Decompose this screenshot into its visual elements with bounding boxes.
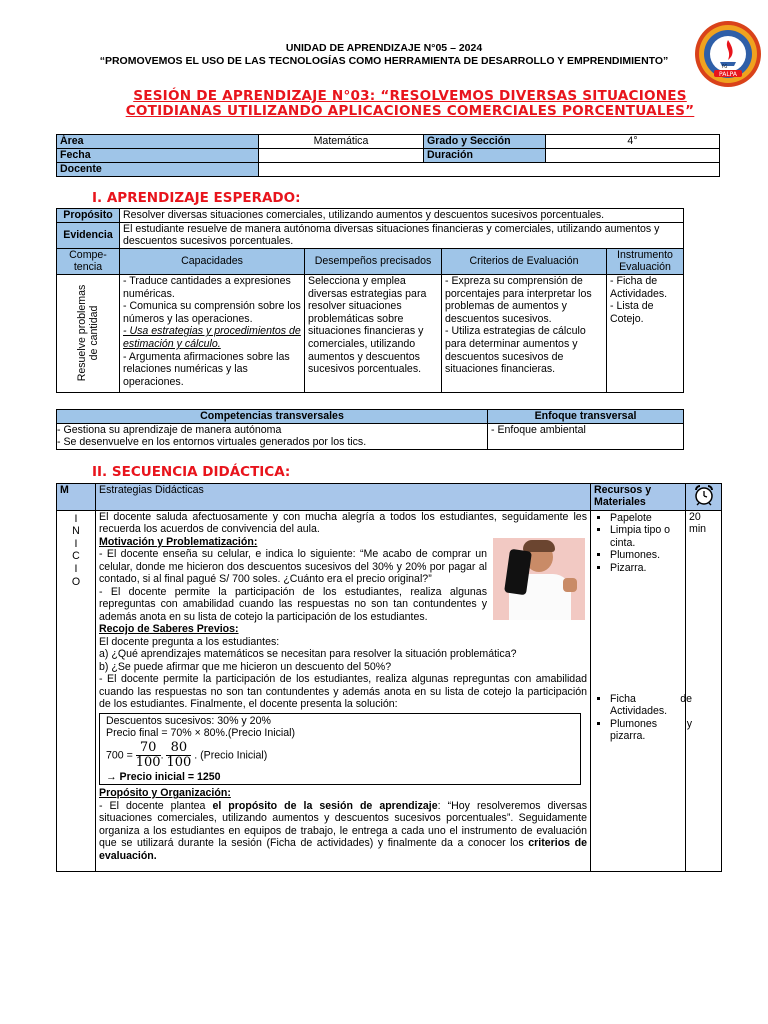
instrumento-item: - Ficha de Actividades. — [610, 274, 668, 300]
docente-label: Docente — [57, 163, 259, 177]
solution-line2: Precio final = 70% × 80%.(Precio Inicial) — [106, 727, 296, 740]
proposito-text: - El docente plantea el propósito de la sesión de aprendizaje: “Hoy resolveremos diversas situaciones comerciales, utilizando aumentos y descuentos sucesivos porcentuales”. Seguidamente organiza a los estudiantes en equipos de trabajo, le entrega a cada uno el instrumento de evaluación que se utilizará durante la sesión (Ficha de actividades) y finalmente da a conocer los criterios de evaluación. — [99, 799, 587, 862]
capacidad-item: - Traduce cantidades a expresiones numéricas. — [123, 274, 291, 300]
saberes-title: Recojo de Saberes Previos: — [99, 623, 239, 636]
criterio-item: - Expreza su comprensión de porcentajes para interpretar los problemas de aumentos y descuentos sucesivos. — [445, 274, 592, 325]
col-instrumento: Instrumento Evaluación — [607, 248, 684, 274]
col-capacidades: Capacidades — [120, 248, 305, 274]
recurso-item: ▪ Papelote — [610, 512, 682, 525]
session-title — [100, 89, 720, 119]
svg-text:FG: FG — [722, 64, 728, 69]
col-time — [686, 484, 722, 511]
area-label: Área — [57, 135, 259, 149]
secuencia-table — [56, 483, 722, 872]
phase-letter: C — [72, 550, 80, 563]
section1-heading: I. APRENDIZAJE ESPERADO: — [92, 190, 301, 206]
person-phone-image — [493, 538, 585, 620]
saberes-question-b: b) ¿Se puede afirmar que me hicieron un descuento del 50%? — [99, 660, 392, 673]
recurso-item: ▪ Plumones y pizarra. — [610, 718, 692, 743]
grado-value: 4° — [546, 135, 720, 149]
evidencia-label: Evidencia — [57, 222, 120, 248]
phase-letter: I — [74, 537, 78, 550]
saberes-intro: El docente pregunta a los estudiantes: — [99, 635, 280, 648]
proposito-value: Resolver diversas situaciones comerciales, utilizando aumentos y descuentos sucesivos porcentuales. — [120, 209, 684, 223]
capacidad-item: - Usa estrategias y procedimientos de estimación y cálculo. — [123, 325, 301, 350]
criterios-cell — [442, 274, 607, 392]
section2-heading: II. SECUENCIA DIDÁCTICA: — [92, 464, 291, 480]
grado-label: Grado y Sección — [424, 135, 546, 149]
motivacion-text: - El docente enseña su celular, e indica lo siguiente: “Me acabo de comprar un celular, donde me hicieron dos descuentos sucesivos del 30% y 20% por pagar al contado, si al final pagué S/ 700 soles. ¿Cuánto era el precio original?” — [99, 548, 487, 586]
aprendizaje-table — [56, 208, 684, 393]
alarm-clock-icon — [693, 484, 715, 506]
phase-letter: I — [74, 562, 78, 575]
instrumento-cell — [607, 274, 684, 392]
docente-value — [259, 163, 720, 177]
info-table — [56, 134, 720, 177]
competencia-cell — [57, 274, 120, 392]
fraction-70: $\frac{70}{100}$ — [135, 739, 161, 770]
solution-box — [99, 713, 581, 786]
capacidad-item: - Argumenta afirmaciones sobre las relaciones numéricas y las operaciones. — [123, 350, 290, 388]
criterio-item: - Utiliza estrategias de cálculo para determinar aumentos y descuentos sucesivos de situaciones financieras. — [445, 325, 586, 376]
intro-text: El docente saluda afectuosamente y con mucha alegría a todos los estudiantes, seguidamente les recuerda los acuerdos de convivencia del aula. — [99, 510, 587, 536]
saberes-text: - El docente permite la participación de los estudiantes, realiza algunas repreguntas con amabilidad cuando las respuestas no son tan contundentes y además anota en su lista de cotejo la participación de los estudiantes. Finalmente, el docente presenta la solución: — [99, 673, 587, 711]
transversal-items — [57, 423, 488, 449]
estrategias-cell — [96, 510, 591, 871]
recurso-item: ▪ Limpia tipo o cinta. — [610, 524, 682, 549]
phase-letter: N — [72, 525, 80, 538]
duracion-label: Duración — [424, 149, 546, 163]
desempenos-cell: Selecciona y emplea diversas estrategias para resolver situaciones problemáticas sobre situaciones financieras y comerciales, utilizando aumentos y descuentos sucesivos porcentuales. — [305, 274, 442, 392]
col-competencia: Compe-tencia — [57, 248, 120, 274]
solution-result: → Precio inicial = 1250 — [106, 770, 221, 783]
phase-letter: I — [74, 512, 78, 525]
transversal-item: - Se desenvuelve en los entornos virtuales generados por los tics. — [57, 436, 367, 449]
col-m: M — [57, 484, 96, 511]
col-recursos: Recursos y Materiales — [591, 484, 686, 511]
unit-slogan: “PROMOVEMOS EL USO DE LAS TECNOLOGÍAS COMO HERRAMIENTA DE DESARROLLO Y EMPRENDIMIENTO” — [99, 55, 669, 67]
saberes-question-a: a) ¿Qué aprendizajes matemáticos se necesitan para resolver la situación problemática? — [99, 648, 517, 661]
session-title-line2: COTIDIANAS UTILIZANDO APLICACIONES COMERCIALES PORCENTUALES” — [125, 103, 695, 119]
time-cell: 20 min — [686, 510, 722, 871]
area-value: Matemática — [259, 135, 424, 149]
col-desempenos: Desempeños precisados — [305, 248, 442, 274]
competencia-vertical: Resuelve problemas de cantidad — [76, 284, 100, 382]
recursos-list-1 — [594, 512, 682, 575]
recurso-item: ▪ Pizarra. — [610, 562, 682, 575]
recurso-item: ▪ Plumones. — [610, 549, 682, 562]
motivacion-text2: - El docente permite la participación de los estudiantes, realiza algunas repreguntas con amabilidad cuando las respuestas no son tan contundentes y además anota en su lista de cotejo la participación de los estudiantes. — [99, 585, 487, 623]
duracion-value — [546, 149, 720, 163]
fraction-80: $\frac{80}{100}$ — [166, 739, 192, 770]
school-logo — [694, 20, 762, 88]
fecha-value — [259, 149, 424, 163]
col-enfoque-transversal: Enfoque transversal — [488, 410, 684, 424]
phase-letter: O — [71, 575, 81, 588]
recurso-item: ▪ Ficha de Actividades. — [610, 693, 692, 718]
col-competencias-transversales: Competencias transversales — [57, 410, 488, 424]
instrumento-item: - Lista de Cotejo. — [610, 300, 654, 325]
transversal-table — [56, 409, 684, 450]
logo-label: PALPA — [718, 71, 738, 78]
document-header — [0, 42, 768, 68]
enfoque-value: - Enfoque ambiental — [488, 423, 684, 449]
solution-equation: 700 = $\frac{70}{100}$ . $\frac{80}{100}$ . (Precio Inicial) — [106, 739, 268, 770]
proposito-title: Propósito y Organización: — [99, 787, 231, 800]
solution-line1: Descuentos sucesivos: 30% y 20% — [106, 714, 271, 727]
unit-title: UNIDAD DE APRENDIZAJE N°05 – 2024 — [285, 42, 483, 54]
recursos-list-2 — [594, 693, 692, 743]
session-title-line1: SESIÓN DE APRENDIZAJE N°03: “RESOLVEMOS DIVERSAS SITUACIONES — [133, 88, 687, 104]
equation-lhs: 700 = — [106, 748, 133, 761]
recursos-cell — [591, 510, 692, 871]
phase-cell — [57, 510, 96, 871]
proposito-label: Propósito — [57, 209, 120, 223]
col-criterios: Criterios de Evaluación — [442, 248, 607, 274]
motivacion-title: Motivación y Problematización: — [99, 535, 258, 548]
fecha-label: Fecha — [57, 149, 259, 163]
col-estrategias: Estrategias Didácticas — [96, 484, 591, 511]
capacidades-cell — [120, 274, 305, 392]
transversal-item: - Gestiona su aprendizaje de manera autónoma — [57, 423, 282, 436]
evidencia-value: El estudiante resuelve de manera autónoma diversas situaciones financieras y comerciales, utilizando aumentos y descuentos sucesivos porcentuales. — [120, 222, 684, 248]
capacidad-item: - Comunica su comprensión sobre los números y las operaciones. — [123, 300, 301, 325]
equation-rhs: . (Precio Inicial) — [194, 748, 268, 761]
